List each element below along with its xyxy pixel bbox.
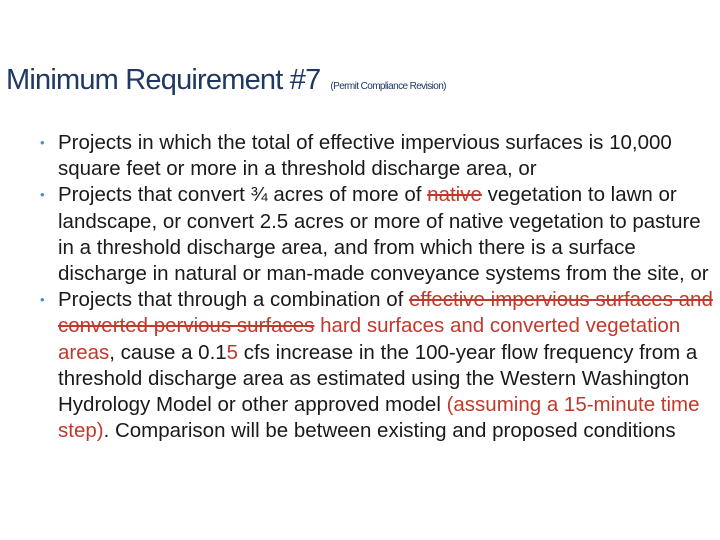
bullet-icon: • [40, 187, 45, 203]
bullet-text: Projects that through a combination of [58, 288, 409, 312]
bullet-text: vegetation to lawn or landscape, or convert 2.5 acres or more of native vegetation to pasture in a threshold discharge area, and from which there is a surface discharge in natural or man-made conveyance systems from the site, or [58, 183, 709, 286]
bullet-list [40, 130, 718, 444]
title-subtitle: (Permit Compliance Revision) [330, 81, 446, 92]
bullet-item [40, 182, 718, 287]
struck-text: effective impervious surfaces and converted pervious surfaces [58, 288, 713, 338]
bullet-item [40, 130, 718, 182]
bullet-icon: • [40, 292, 45, 308]
bullet-icon: • [40, 135, 45, 150]
bullet-text: , cause a 0.1 [109, 340, 227, 364]
page-title: Minimum Requirement #7 [6, 64, 321, 96]
bullet-text: . Comparison will be between existing and proposed conditions [103, 419, 676, 443]
bullet-text: cfs increase in the 100-year flow frequency from a threshold discharge area as estimated using the Western Washington Hydrology Model or other approved model [58, 340, 698, 417]
slide-title [6, 64, 446, 97]
inserted-text: hard surfaces and converted vegetation areas [58, 314, 681, 364]
bullet-text: Projects in which the total of effective impervious surfaces is 10,000 square feet or more in a threshold discharge area, or [58, 131, 672, 181]
inserted-text: (assuming a 15-minute time step) [58, 393, 700, 443]
struck-text: native [427, 183, 482, 207]
inserted-text: 5 [226, 340, 239, 364]
bullet-text: Projects that convert ¾ acres of more of [58, 183, 428, 207]
bullet-item [40, 287, 718, 444]
